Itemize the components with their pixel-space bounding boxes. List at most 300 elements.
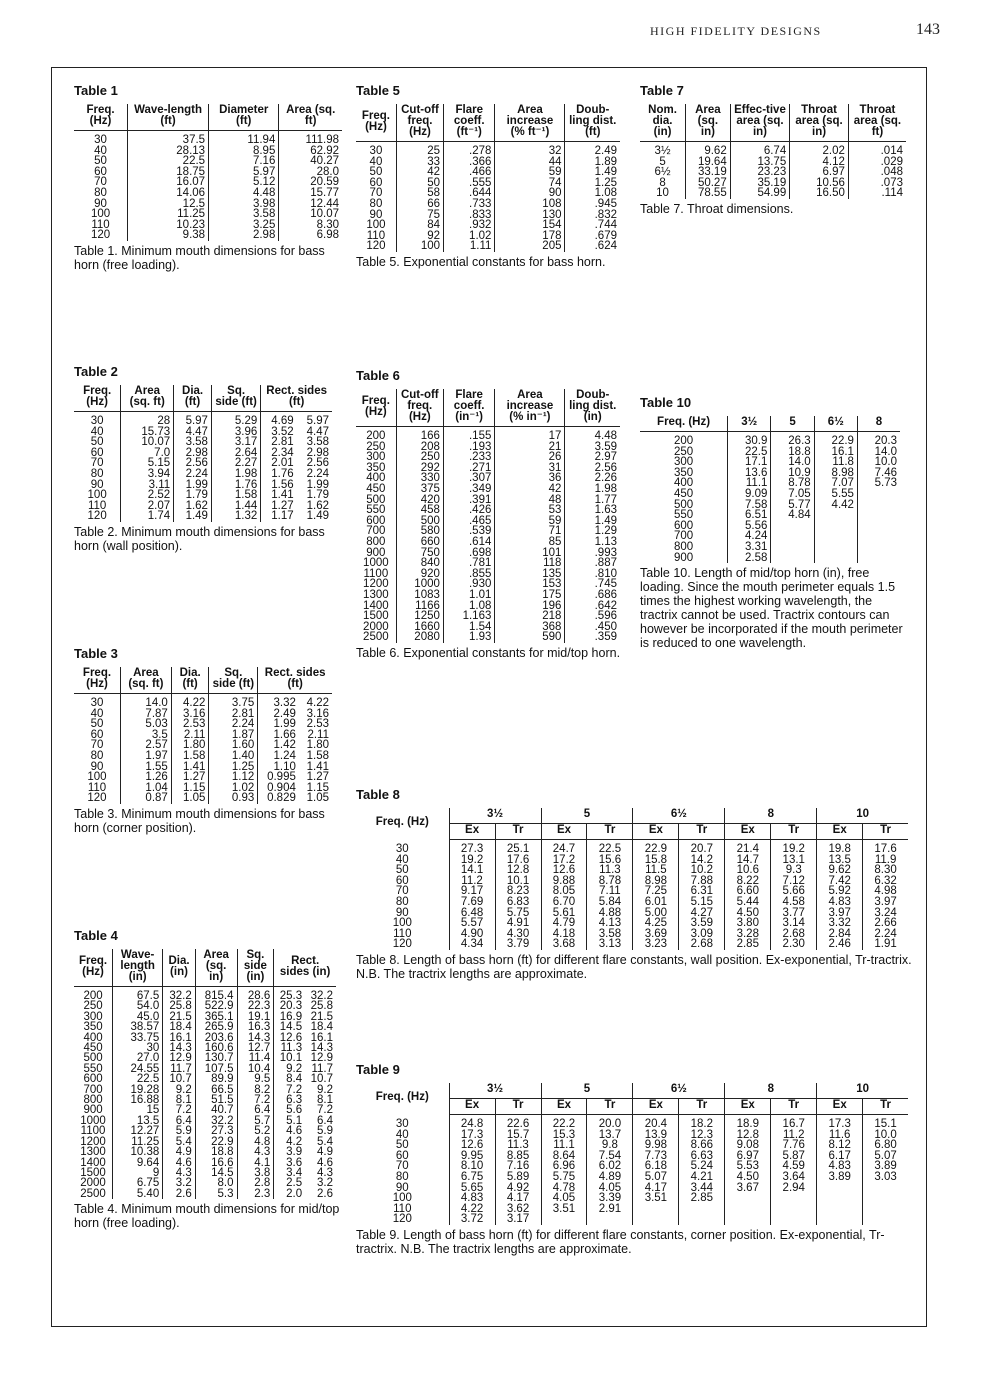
table-cell bbox=[587, 1214, 633, 1225]
table-cell: 66.5 bbox=[195, 1085, 237, 1095]
tab8-group-row bbox=[356, 808, 908, 824]
table-cell: 27.3 bbox=[195, 1126, 237, 1136]
table-4-title: Table 4 bbox=[74, 928, 118, 943]
table-cell: 85 bbox=[495, 537, 565, 548]
table-cell: 15.3 bbox=[541, 1130, 587, 1141]
table-cell: 10.6 bbox=[725, 865, 771, 876]
table-row bbox=[74, 177, 342, 188]
tab7-header-0: Nom. dia. (in) bbox=[640, 104, 686, 142]
tab3-header-1: Area (sq. ft) bbox=[120, 667, 171, 694]
table-row bbox=[640, 432, 900, 447]
table-row bbox=[356, 1204, 908, 1215]
table-cell: 250 bbox=[640, 447, 728, 458]
table-cell: 250 bbox=[396, 452, 443, 463]
table-7-caption: Table 7. Throat dimensions. bbox=[640, 201, 794, 216]
table-cell: 1.76 bbox=[271, 467, 294, 480]
table-row bbox=[356, 142, 620, 157]
table-cell: 17.6 bbox=[495, 855, 541, 866]
table-cell: 120 bbox=[74, 511, 121, 522]
table-cell: 6.98 bbox=[316, 229, 339, 242]
table-cell: 1.66 bbox=[273, 728, 296, 741]
tab1-header-1: Wave-length (ft) bbox=[128, 104, 209, 131]
table-cell: 3.32 bbox=[817, 918, 863, 929]
table-cell: 80 bbox=[356, 199, 396, 210]
table-9-block bbox=[356, 1062, 912, 1256]
table-cell: 900 bbox=[640, 553, 728, 564]
table-cell: 5.12 bbox=[209, 177, 279, 188]
table-cell: 10.07 bbox=[121, 437, 174, 448]
table-cell bbox=[633, 1204, 679, 1215]
table-cell bbox=[814, 531, 857, 542]
table-row bbox=[74, 131, 342, 146]
tab5-header-3: Area increase (% ft⁻¹) bbox=[495, 104, 565, 142]
table-cell: 7.16 bbox=[209, 156, 279, 167]
table-cell: 110 bbox=[356, 929, 449, 940]
table-8-title: Table 8 bbox=[356, 787, 400, 802]
table-cell: 1.40 bbox=[209, 751, 258, 762]
table-cell: 9.88 bbox=[541, 876, 587, 887]
table-cell: 12.27 bbox=[113, 1126, 163, 1136]
table-cell: 1250 bbox=[396, 611, 443, 622]
table-2-caption: Table 2. Minimum mouth dimensions for bass horn (wall position). bbox=[74, 524, 325, 553]
table-cell: 3.58 bbox=[174, 437, 212, 448]
table-cell: 0.87 bbox=[120, 793, 171, 804]
table-cell: 33 bbox=[396, 157, 443, 168]
table-row bbox=[356, 241, 620, 252]
table-cell: .698 bbox=[443, 548, 494, 559]
table-cell: 28.13 bbox=[128, 146, 209, 157]
table-cell: 10.0 bbox=[874, 1128, 897, 1141]
table-cell: 2500 bbox=[74, 1189, 113, 1199]
table-cell: 2.56 bbox=[306, 457, 329, 470]
table-cell: 1.49 bbox=[594, 514, 617, 527]
table-row bbox=[74, 230, 342, 241]
table-cell: 7.07 bbox=[814, 478, 857, 489]
table-cell bbox=[771, 531, 814, 542]
table-cell: 4.98 bbox=[874, 885, 897, 898]
table-cell: 2.81 bbox=[209, 709, 258, 720]
table-cell: 16.3 bbox=[237, 1022, 274, 1032]
table-cell: 6.31 bbox=[679, 886, 725, 897]
table-cell: 42 bbox=[396, 167, 443, 178]
table-cell: 1.41 bbox=[306, 760, 329, 773]
table-cell: .029 bbox=[880, 155, 903, 168]
table-cell: 4.18 bbox=[541, 929, 587, 940]
table-cell: 1.74 bbox=[121, 511, 174, 522]
table-cell: 22.5 bbox=[728, 447, 771, 458]
tab8-sub-3-1: Tr bbox=[771, 824, 817, 840]
tab3-head bbox=[74, 667, 332, 694]
table-cell: 7.12 bbox=[771, 876, 817, 887]
table-cell: 4.48 bbox=[594, 430, 617, 442]
table-cell: 7.58 bbox=[728, 500, 771, 511]
table-cell: 2.56 bbox=[594, 461, 617, 474]
table-cell: 2.81 bbox=[271, 436, 294, 449]
table-cell: 16.50 bbox=[790, 188, 849, 199]
table-2-block bbox=[74, 364, 346, 553]
table-row bbox=[74, 694, 332, 709]
table-cell: .349 bbox=[443, 484, 494, 495]
table-cell: 4.6 bbox=[163, 1158, 196, 1168]
table-cell: 60 bbox=[356, 1151, 449, 1162]
table-cell bbox=[817, 1193, 863, 1204]
table-cell: 2.94 bbox=[771, 1183, 817, 1194]
table-cell: 25.8 bbox=[163, 1001, 196, 1011]
table-cell: .465 bbox=[443, 516, 494, 527]
table-cell: 90 bbox=[356, 1183, 449, 1194]
table-cell: 2.85 bbox=[679, 1193, 725, 1204]
table-cell bbox=[771, 1214, 817, 1225]
table-cell: 11.94 bbox=[209, 131, 279, 146]
table-cell: 5.97 bbox=[306, 415, 329, 427]
table-cell: 6.17 bbox=[817, 1151, 863, 1162]
table-cell: 12.6 bbox=[279, 1031, 303, 1044]
table-cell: 19.28 bbox=[113, 1085, 163, 1095]
table-cell: 13.6 bbox=[728, 468, 771, 479]
table-cell: 18.8 bbox=[195, 1147, 237, 1157]
table-8-caption: Table 8. Length of bass horn (ft) for different flare constants, wall position. Ex-exponential, Tr-tractrix. N.B. The tractrix lengths are approximate. bbox=[356, 952, 912, 981]
table-cell: 19.1 bbox=[237, 1012, 274, 1022]
table-cell: 4.05 bbox=[587, 1183, 633, 1194]
table-cell: 30 bbox=[356, 1115, 449, 1130]
table-cell: 5.07 bbox=[633, 1172, 679, 1183]
table-cell: 18.2 bbox=[679, 1115, 725, 1130]
tab8-sub-1-1: Tr bbox=[587, 824, 633, 840]
table-cell: 70 bbox=[74, 177, 128, 188]
table-cell: 40 bbox=[74, 427, 121, 438]
table-9-caption: Table 9. Length of bass horn (ft) for different flare constants, corner position. Ex-exponential, Tr-tractrix. N.B. The tractrix lengths are approximate. bbox=[356, 1227, 885, 1256]
table-cell: 16.9 bbox=[279, 1010, 303, 1023]
table-cell bbox=[857, 531, 900, 542]
table-cell: 6.4 bbox=[163, 1116, 196, 1126]
table-cell: 5.7 bbox=[237, 1116, 274, 1126]
tab2-header-3: Sq. side (ft) bbox=[211, 385, 260, 412]
table-cell: 16.7 bbox=[771, 1115, 817, 1130]
table-cell: 92 bbox=[396, 231, 443, 242]
table-cell: 8.64 bbox=[541, 1151, 587, 1162]
table-cell: 40 bbox=[356, 855, 449, 866]
table-cell: 22.9 bbox=[814, 432, 857, 447]
table-3-title: Table 3 bbox=[74, 646, 118, 661]
table-cell: 1.05 bbox=[171, 793, 209, 804]
tab3-header-2: Dia. (ft) bbox=[171, 667, 209, 694]
table-cell: 25.1 bbox=[495, 840, 541, 855]
table-cell: 11.1 bbox=[728, 478, 771, 489]
tab4-header-row bbox=[74, 949, 336, 987]
table-cell: 8.78 bbox=[771, 478, 814, 489]
table-cell: 3.67 bbox=[725, 1183, 771, 1194]
table-cell: .745 bbox=[594, 578, 617, 591]
tab5-head bbox=[356, 104, 620, 142]
table-cell: 71 bbox=[495, 526, 565, 537]
table-cell: 4.88 bbox=[587, 908, 633, 919]
table-cell: 100 bbox=[356, 1193, 449, 1204]
table-cell: 7.05 bbox=[771, 489, 814, 500]
table-cell: 3.59 bbox=[594, 440, 617, 453]
table-cell: 200 bbox=[356, 427, 396, 442]
table-cell: 8.23 bbox=[495, 886, 541, 897]
table-row bbox=[640, 489, 900, 500]
table-cell: 550 bbox=[74, 1064, 113, 1074]
table-cell: 4.83 bbox=[817, 1161, 863, 1172]
table-cell: 5.4 bbox=[163, 1137, 196, 1147]
table-cell: 7.42 bbox=[817, 876, 863, 887]
table-5-block bbox=[356, 83, 628, 269]
table-cell: 3.64 bbox=[771, 1172, 817, 1183]
table-cell: 900 bbox=[74, 1105, 113, 1115]
table-cell: 35.19 bbox=[730, 178, 790, 189]
table-cell: 2.97 bbox=[594, 451, 617, 464]
table-cell: 21.4 bbox=[725, 840, 771, 855]
table-cell: 3.25 bbox=[209, 220, 279, 231]
table-cell: 51.5 bbox=[195, 1095, 237, 1105]
table-cell: 1.49 bbox=[174, 511, 212, 522]
table-cell: .539 bbox=[443, 526, 494, 537]
table-cell: 2.91 bbox=[587, 1204, 633, 1215]
table-cell: 3.44 bbox=[679, 1183, 725, 1194]
table-cell bbox=[857, 500, 900, 511]
table-cell: 17.3 bbox=[817, 1115, 863, 1130]
table-cell: 1.93 bbox=[443, 632, 494, 643]
table-cell: 9.3 bbox=[771, 865, 817, 876]
table-cell: 6.74 bbox=[730, 142, 790, 157]
table-cell: .832 bbox=[594, 208, 617, 221]
table-cell: 70 bbox=[74, 458, 121, 469]
tab5-header-0: Freq. (Hz) bbox=[356, 104, 396, 142]
table-cell: 30 bbox=[356, 142, 396, 157]
tab2-head bbox=[74, 385, 332, 412]
table-cell: 9.62 bbox=[686, 142, 731, 157]
tab10-header-2: 5 bbox=[771, 416, 814, 432]
table-cell: 1.49 bbox=[306, 510, 329, 523]
table-cell bbox=[725, 1193, 771, 1204]
table-cell: 50 bbox=[356, 167, 396, 178]
tab5-body bbox=[356, 142, 620, 252]
tab9-sub-2-1: Tr bbox=[679, 1099, 725, 1115]
tab9-head bbox=[356, 1083, 908, 1115]
table-cell bbox=[817, 1183, 863, 1194]
table-cell: 1.04 bbox=[120, 783, 171, 794]
table-cell: 28.6 bbox=[237, 987, 274, 1002]
table-cell: 205 bbox=[495, 241, 565, 252]
table-cell: 400 bbox=[74, 1033, 113, 1043]
table-cell: 8.98 bbox=[633, 876, 679, 887]
tab2-header-2: Dia. (ft) bbox=[174, 385, 212, 412]
table-cell: 1.99 bbox=[273, 718, 296, 731]
table-cell: 4.47 bbox=[306, 425, 329, 438]
table-cell: 135 bbox=[495, 569, 565, 580]
table-cell: 375 bbox=[396, 484, 443, 495]
table-cell: 3.32 bbox=[273, 697, 296, 709]
table-cell: 18.75 bbox=[128, 167, 209, 178]
table-cell: 2.53 bbox=[306, 718, 329, 731]
table-cell: 15.8 bbox=[633, 855, 679, 866]
table-cell: 27.0 bbox=[113, 1053, 163, 1063]
tab6-header-1: Cut-off freq. (Hz) bbox=[396, 389, 443, 427]
table-cell: 5.15 bbox=[121, 458, 174, 469]
table-cell: 22.5 bbox=[587, 840, 633, 855]
table-cell: 90 bbox=[356, 210, 396, 221]
table-cell: 9.08 bbox=[725, 1140, 771, 1151]
table-cell: 4.22 bbox=[306, 697, 329, 709]
table-cell: 1.27 bbox=[171, 772, 209, 783]
table-cell: 130 bbox=[495, 210, 565, 221]
tab1-header-3: Area (sq. ft) bbox=[279, 104, 342, 131]
table-cell: 15.1 bbox=[874, 1118, 897, 1130]
table-cell: .614 bbox=[443, 537, 494, 548]
table-cell: 8.05 bbox=[541, 886, 587, 897]
table-cell: .733 bbox=[444, 199, 495, 210]
table-cell: 1.55 bbox=[120, 762, 171, 773]
table-cell: 11.5 bbox=[633, 865, 679, 876]
table-cell: 16.1 bbox=[163, 1033, 196, 1043]
table-cell: 10.1 bbox=[495, 876, 541, 887]
table-cell: 160.6 bbox=[195, 1043, 237, 1053]
table-5 bbox=[356, 104, 620, 252]
table-cell: 1.17 bbox=[271, 510, 294, 523]
table-cell: 2.24 bbox=[174, 469, 212, 480]
table-cell: 1.62 bbox=[174, 501, 212, 512]
table-7-block bbox=[640, 83, 910, 216]
tab6-header-2: Flare coeff. (in⁻¹) bbox=[443, 389, 494, 427]
table-cell: 26 bbox=[495, 452, 565, 463]
table-cell: 5.55 bbox=[814, 489, 857, 500]
table-cell: 3.17 bbox=[495, 1214, 541, 1225]
table-cell: 2.02 bbox=[790, 142, 849, 157]
tab8-body bbox=[356, 840, 908, 950]
table-cell: 10.56 bbox=[790, 178, 849, 189]
table-cell: 8.1 bbox=[163, 1095, 196, 1105]
table-cell: 3.80 bbox=[725, 918, 771, 929]
table-cell: 8.30 bbox=[874, 864, 897, 877]
table-cell: .307 bbox=[443, 473, 494, 484]
table-4 bbox=[74, 949, 336, 1199]
table-cell: 14.0 bbox=[120, 694, 171, 709]
table-cell: 11.3 bbox=[587, 865, 633, 876]
table-cell: 208 bbox=[396, 442, 443, 453]
table-cell: 3.94 bbox=[121, 469, 174, 480]
table-cell: 6.75 bbox=[449, 1172, 495, 1183]
table-cell: 14.0 bbox=[874, 445, 897, 458]
table-cell: 80 bbox=[74, 751, 120, 762]
table-cell: 48 bbox=[495, 495, 565, 506]
table-cell: 550 bbox=[640, 510, 728, 521]
table-cell: 5.61 bbox=[541, 908, 587, 919]
table-cell: 19.64 bbox=[686, 157, 731, 168]
tab8-sub-3-0: Ex bbox=[725, 824, 771, 840]
tab5-header-2: Flare coeff. (ft⁻¹) bbox=[444, 104, 495, 142]
table-cell: 50 bbox=[356, 865, 449, 876]
table-cell: 1.58 bbox=[211, 490, 260, 501]
table-cell: 1.76 bbox=[211, 480, 260, 491]
table-cell: 50 bbox=[74, 437, 121, 448]
table-cell: 42 bbox=[495, 484, 565, 495]
tab9-sub-3-1: Tr bbox=[771, 1099, 817, 1115]
table-cell: 10.7 bbox=[163, 1074, 196, 1084]
table-row bbox=[74, 220, 342, 231]
table-cell: 7.69 bbox=[449, 897, 495, 908]
table-cell: 166 bbox=[396, 427, 443, 442]
tab2-header-0: Freq. (Hz) bbox=[74, 385, 121, 412]
tab4-body bbox=[74, 987, 336, 1200]
tab1-head bbox=[74, 104, 342, 131]
tab7-header-2: Effec-tive area (sq. in) bbox=[730, 104, 790, 142]
table-cell: 9.5 bbox=[237, 1074, 274, 1084]
table-cell: 458 bbox=[396, 505, 443, 516]
table-cell: 2.27 bbox=[211, 458, 260, 469]
table-cell: .278 bbox=[444, 142, 495, 157]
table-cell: 10.07 bbox=[310, 208, 339, 221]
table-row bbox=[74, 1189, 336, 1199]
table-cell: 1.02 bbox=[444, 231, 495, 242]
table-cell: 368 bbox=[495, 622, 565, 633]
table-cell: 19.2 bbox=[449, 855, 495, 866]
tab5-header-1: Cut-off freq. (Hz) bbox=[396, 104, 443, 142]
table-cell: 2.57 bbox=[120, 740, 171, 751]
table-row bbox=[74, 199, 342, 210]
table-cell: 300 bbox=[356, 452, 396, 463]
table-cell: 7.2 bbox=[286, 1083, 303, 1096]
table-5-title: Table 5 bbox=[356, 83, 400, 98]
table-cell: 10.38 bbox=[113, 1147, 163, 1157]
table-cell: 1400 bbox=[74, 1158, 113, 1168]
table-cell: 78.55 bbox=[686, 188, 731, 199]
table-cell: 900 bbox=[356, 548, 396, 559]
table-cell: 74 bbox=[495, 178, 565, 189]
table-cell: 100 bbox=[356, 918, 449, 929]
table-cell: 11.25 bbox=[128, 209, 209, 220]
table-5-caption: Table 5. Exponential constants for bass horn. bbox=[356, 254, 606, 269]
table-cell: 3.16 bbox=[306, 707, 329, 720]
table-cell: 350 bbox=[74, 1022, 113, 1032]
table-cell: 28.0 bbox=[316, 165, 339, 178]
table-cell: 6.3 bbox=[286, 1094, 303, 1107]
table-cell: 3.2 bbox=[317, 1177, 333, 1190]
table-cell: 300 bbox=[640, 457, 728, 468]
table-cell: 250 bbox=[356, 442, 396, 453]
table-cell: 6.01 bbox=[633, 897, 679, 908]
table-cell: 3.97 bbox=[817, 908, 863, 919]
table-cell: 11.7 bbox=[163, 1064, 196, 1074]
table-cell: 6.32 bbox=[874, 874, 897, 887]
table-cell: 9.95 bbox=[449, 1151, 495, 1162]
tab9-sub-1-1: Tr bbox=[587, 1099, 633, 1115]
table-cell: 4.9 bbox=[163, 1147, 196, 1157]
table-cell: 6.75 bbox=[113, 1178, 163, 1188]
table-cell: 9.8 bbox=[587, 1140, 633, 1151]
table-cell: 2.3 bbox=[237, 1189, 274, 1199]
table-cell: 0.829 bbox=[267, 792, 296, 805]
table-cell bbox=[857, 553, 900, 564]
table-3-block bbox=[74, 646, 346, 835]
table-cell: 4.50 bbox=[725, 1172, 771, 1183]
table-cell: 4.24 bbox=[728, 531, 771, 542]
table-cell: 9.2 bbox=[317, 1083, 333, 1096]
table-cell: 175 bbox=[495, 590, 565, 601]
table-cell: 1.54 bbox=[443, 622, 494, 633]
table-cell: 9.2 bbox=[163, 1085, 196, 1095]
tab6-body bbox=[356, 427, 620, 643]
table-row bbox=[356, 876, 908, 887]
table-cell: 2.49 bbox=[594, 145, 617, 157]
table-cell: 50 bbox=[74, 156, 128, 167]
table-cell: 1.27 bbox=[306, 771, 329, 784]
table-cell: 3.98 bbox=[209, 199, 279, 210]
table-cell: 110 bbox=[356, 1204, 449, 1215]
table-cell: 44 bbox=[495, 157, 565, 168]
running-head bbox=[650, 21, 940, 39]
table-cell: 1.15 bbox=[306, 781, 329, 794]
